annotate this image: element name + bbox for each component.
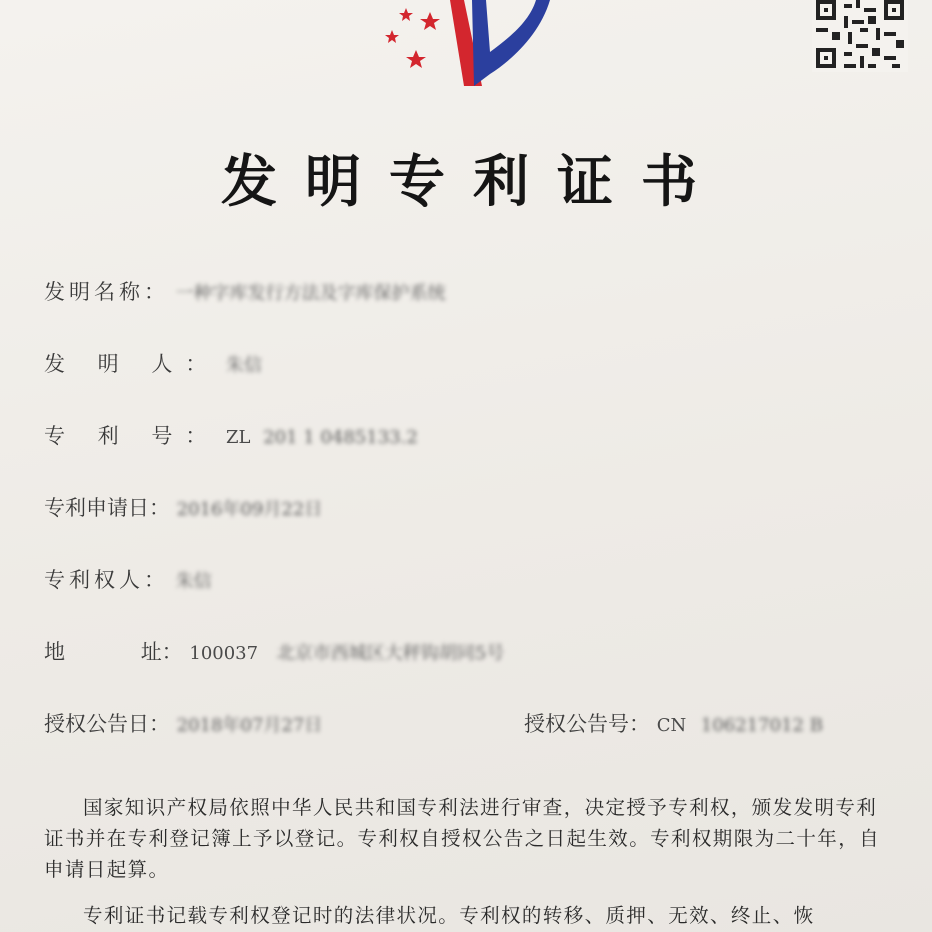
filing-date-value: 2016年09月22日 [176, 499, 323, 520]
address-value: 北京市西城区大秤钩胡同5号 [276, 643, 505, 664]
inventor-value: 朱信 [226, 355, 263, 376]
patent-office-emblem-logo [372, 0, 552, 92]
emblem-blue-arc [472, 0, 550, 86]
patent-number-label: 专 利 号： [44, 424, 220, 448]
field-patentee [44, 564, 212, 594]
announce-date-value: 2018年07月27日 [176, 715, 323, 736]
announce-number-prefix: CN [656, 715, 687, 736]
filing-date-label: 专利申请日： [44, 496, 170, 520]
certificate-statement: 国家知识产权局依照中华人民共和国专利法进行审查，决定授予专利权，颁发发明专利证书并在专利登记簿上予以登记。专利权自授权公告之日起生效。专利权期限为二十年，自申请日起算。 [44, 796, 881, 881]
field-address [44, 636, 504, 666]
certificate-title: 发明专利证书 [221, 149, 725, 215]
announce-number-label: 授权公告号： [524, 712, 650, 736]
star-icon [420, 12, 440, 30]
patentee-label: 专利权人： [44, 568, 169, 592]
announce-date-label: 授权公告日： [44, 712, 170, 736]
field-announce-number [524, 708, 823, 738]
field-announce-date [44, 708, 322, 738]
qr-code [812, 0, 908, 72]
patent-number-prefix: ZL [226, 427, 251, 448]
address-label-left: 地 [44, 640, 65, 664]
invention-name-value: 一种字库发行方法及字库保护系统 [175, 283, 446, 304]
field-inventor [44, 348, 262, 378]
inventor-label: 发 明 人： [44, 352, 220, 376]
star-icon [399, 8, 413, 21]
announce-number-value: 106217012 B [700, 715, 823, 736]
star-icon [385, 30, 399, 43]
field-filing-date [44, 492, 322, 522]
patentee-value: 朱信 [175, 571, 212, 592]
address-postcode: 100037 [189, 643, 259, 664]
legal-status-paragraph: 专利证书记载专利权登记时的法律状况。专利权的转移、质押、无效、终止、恢 [83, 904, 815, 927]
patent-number-value: 201 1 0485133.2 [263, 427, 418, 448]
invention-name-label: 发明名称： [44, 280, 169, 304]
field-patent-number [44, 420, 418, 450]
star-icon [406, 50, 426, 68]
address-label-right: 址： [140, 640, 183, 664]
field-invention-name [44, 276, 446, 306]
